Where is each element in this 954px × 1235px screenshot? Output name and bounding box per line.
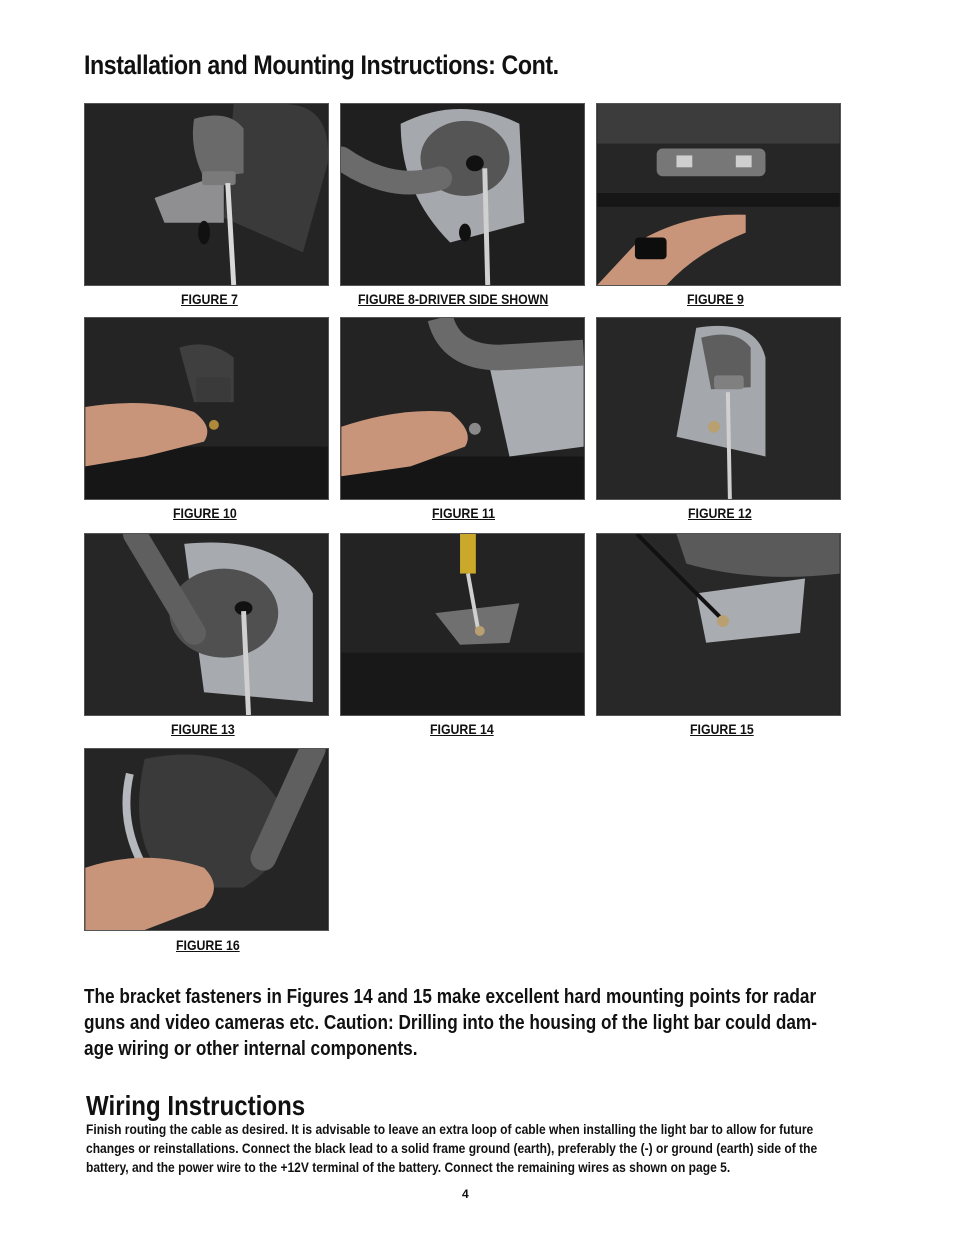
figure-9-caption: FIGURE 9 xyxy=(687,291,744,307)
figure-16-caption: FIGURE 16 xyxy=(176,937,240,953)
wiring-line: battery, and the power wire to the +12V terminal of the battery. Connect the remaining wires as shown on page 5. xyxy=(86,1159,731,1175)
figure-12-photo xyxy=(596,317,841,500)
figure-14-caption: FIGURE 14 xyxy=(430,721,494,737)
figure-14-photo xyxy=(340,533,585,716)
figure-13-caption: FIGURE 13 xyxy=(171,721,235,737)
figure-10-photo xyxy=(84,317,329,500)
wiring-instructions xyxy=(86,1120,860,1177)
figure-9-photo xyxy=(596,103,841,286)
figure-15-photo xyxy=(596,533,841,716)
figure-11-photo xyxy=(340,317,585,500)
figure-10-caption: FIGURE 10 xyxy=(173,505,237,521)
mounting-note-line: guns and video cameras etc. Caution: Drilling into the housing of the light bar could dam- xyxy=(84,1012,817,1034)
figure-16-photo xyxy=(84,748,329,931)
wiring-heading: Wiring Instructions xyxy=(86,1090,306,1121)
mounting-note-line: age wiring or other internal components. xyxy=(84,1038,418,1060)
page-number: 4 xyxy=(462,1187,469,1201)
figure-7-photo xyxy=(84,103,329,286)
figure-15-caption: FIGURE 15 xyxy=(690,721,754,737)
wiring-line: changes or reinstallations. Connect the black lead to a solid frame ground (earth), preferably the (-) or ground (earth) side of the xyxy=(86,1140,818,1156)
figure-11-caption: FIGURE 11 xyxy=(432,505,496,521)
page-title: Installation and Mounting Instructions: Cont. xyxy=(84,50,559,80)
figure-8-photo xyxy=(340,103,585,286)
figure-8-caption: FIGURE 8-DRIVER SIDE SHOWN xyxy=(358,291,549,307)
figure-12-caption: FIGURE 12 xyxy=(688,505,752,521)
mounting-note-line: The bracket fasteners in Figures 14 and 15 make excellent hard mounting points for radar xyxy=(84,986,817,1008)
figure-13-photo xyxy=(84,533,329,716)
wiring-line: Finish routing the cable as desired. It is advisable to leave an extra loop of cable when installing the light bar to allow for future xyxy=(86,1121,814,1137)
figure-7-caption: FIGURE 7 xyxy=(181,291,238,307)
mounting-note xyxy=(84,984,817,1062)
